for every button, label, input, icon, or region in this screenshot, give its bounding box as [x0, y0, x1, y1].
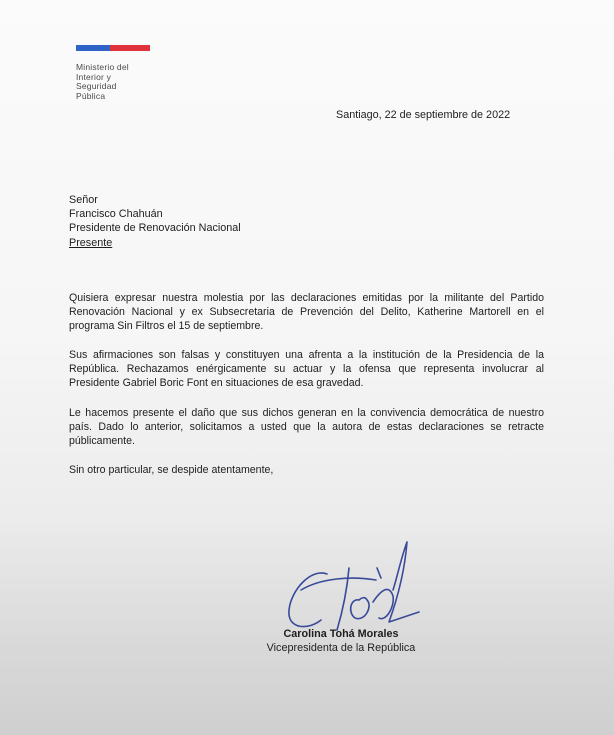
logo-bar-red: [110, 45, 150, 51]
recipient-address: [69, 193, 241, 250]
signature-strokes: [289, 542, 419, 630]
signer-title: Vicepresidenta de la República: [266, 642, 416, 654]
body-paragraph: Quisiera expresar nuestra molestia por las declaraciones emitidas por la militante del Partido Renovación Nacional y ex Subsecretaria de Prevención del Delito, Katherine Martorell en el programa Sin Filtros el 15 de septiembre.: [69, 292, 544, 333]
recipient-name: Francisco Chahuán: [69, 208, 163, 221]
letter-body: [69, 291, 544, 477]
ministry-letterhead: [76, 45, 150, 101]
ministry-line: Pública: [76, 90, 106, 101]
ministry-line: Ministerio del: [76, 62, 129, 72]
ministry-line: Seguridad: [76, 81, 117, 92]
ministry-name: [76, 63, 150, 101]
body-paragraph: Sus afirmaciones son falsas y constituyen una afrenta a la institución de la Presidencia de la República. Rechazamos enérgicamente su actuar y la ofensa que representa involucrar al Presidente Gabriel Boric Font en situaciones de esa gravedad.: [69, 349, 544, 390]
body-paragraph: Le hacemos presente el daño que sus dichos generan en la convivencia democrática de nuestro país. Dado lo anterior, solicitamos a usted que la autora de estas declaraciones se retracte públicamente.: [69, 406, 544, 447]
logo-bar-blue: [76, 45, 110, 51]
recipient-position: Presidente de Renovación Nacional: [69, 222, 241, 235]
salutation: Señor: [69, 194, 98, 206]
ministry-line: Interior y: [76, 71, 112, 82]
signature-block: [246, 627, 436, 655]
closing-line: Sin otro particular, se despide atentamente,: [69, 463, 274, 476]
date-line: Santiago, 22 de septiembre de 2022: [336, 109, 511, 121]
presente-label: Presente: [69, 236, 113, 249]
handwritten-signature: [281, 538, 421, 638]
signer-name: Carolina Tohá Morales: [283, 628, 399, 640]
government-logo-bar: [76, 45, 150, 51]
